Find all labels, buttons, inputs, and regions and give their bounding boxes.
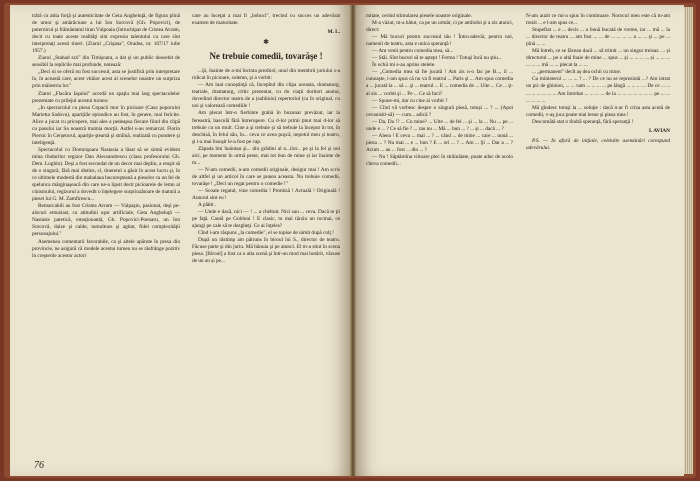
author-signature: I. AVIAN bbox=[648, 127, 670, 134]
paragraph: Remarcabili au fost Cristea Avram — Vulpaşin, pasionat, deşi pe-alocuri entuziast, cu atitudini uşor artificiale, Geta Angheluţă — Nastasie patetică, emoţionantă, Gh. Popovici-Poenaru, un Ion Sorcovă, daize şi calde, tumultuos şi agitat, fidel complexităţii personajului." bbox=[32, 203, 180, 238]
paragraph: Spectacolul cu Domnişoara Nastasia a lăsat să se simtă evident mina rîndurilor regizor Dan Alecsandrescu (clasa profesorului Gh. Dem. Loghin). Deşi a fost secondat de un decor mai deplin, a reuşit să de o singură, fără mai distins, ci, tineretul a găsit în acest lucru şi, în ce ultimele modestă din mahalaua bucureşteană a pieselor ca un fel de spelunca mărginaşeacă din care ne-a lipsit decit picioarele de lemn al cinismului, regizorul a dovedit o înţelegere surprinzătoare de matură a piesei lui G. M. Zamfirescu... bbox=[32, 146, 180, 203]
paragraph: „Deci ni se oferă nu fost succesul, asta se justifică prin interpretare în, în această care, acest vităior acest al scenelor noastre un surpriza prin măiestria lor." bbox=[32, 69, 180, 90]
paragraph: Asemenea comentarii favorabile, ca şi altele apărute în presa din provincie, ne asigură că modele acestui turneu nu se răsfrânge pozitiv în creşterile acestor actori bbox=[32, 238, 180, 259]
paragraph: — Am luat cunoştinţă că, începînd din clipa aceasta, dramaturg, teatrale, dramaturg, critic prezentat, cu du viaţii doritori anului, dovedind director teatru de a (subliniu) repertoriul (ca în original, cu noi şi valorează comediile ! bbox=[192, 82, 340, 110]
paragraph: Stupefiat ... e ... decis ... o bună bucată de vreme, iar ... mă ... la ... director de teatru ... am fost ... ... de ... ... ... ... a ... ... şi ... pe ... pînă ... ... bbox=[526, 27, 670, 48]
page-edge-stack bbox=[684, 7, 693, 474]
paragraph: A plătit . bbox=[198, 202, 217, 209]
book-spread bbox=[4, 3, 696, 478]
paragraph: — Stăi. Sînt bucuri să te aştept ! Ferma ! Totuşi încă nu ştiu... bbox=[372, 55, 502, 62]
paragraph: — Scoate regatul, vine comedia ! Promisă ! Actuală ! Originală ! Autorul sint eu ! bbox=[192, 187, 340, 202]
left-page-column-2 bbox=[192, 13, 340, 266]
right-page bbox=[356, 5, 684, 476]
paragraph: Ziarul „Stahad szó" din Timişoara, a dat şi un public deosebit de sensibil la replicile mai profunde, notează: bbox=[32, 55, 180, 69]
paragraph: Am plecat într-o fierbinte grabă în buzunar prevăzut, iar la fereastră, basculă fără întrerupere. Cu d-lor primi ţinut mai d-lor să trebuie cu un mult. Cine a şi trebuie şi să trebuie la început în tot, în deschisă, în felul său, în... ceva ce avea puşcă, nepotul meu și teatru, şi i-a mai însuşit le-a fost pe cap. bbox=[192, 110, 340, 145]
left-page-column-1 bbox=[32, 13, 180, 260]
paragraph: Mă întreb, ce se făceau dacă ... să trimit ... un singur treisaz. ... și directorul ... pe o altă foaie de mine ... spus ... şi ... ... ... ... și ... ... ... ... ... ... mă ... ... plecat la ... ... bbox=[526, 48, 670, 69]
paragraph: Cu ministerul ... ... ... ? ... ? De ce nu se reprezintă ...? Am intrat un pic de ghinion, ... ... vam ... ... ... ... pe lângă ... ... ... ... De ce ... ... ... ... ... ... ... ... Am întrebat ... ... ... ... de la ... ... ... ... ... ... ... pe ... ... ... ... ... ... bbox=[526, 76, 670, 104]
paragraph: „In spectacolul cu piesa Copacii mor în picioare (Casa poporului Marietta Sadova), apariţiile episodice au fost, în genere, mai fericite. Alice a jucat cu pricepere, mai ales a pedeapsa fiecare fiind din clipă cu pasului iar Sa noastră mumia morţii. Astfel s-au remarcat. Florin Piersic în Cerşetorul, apariţie ştearsă şi străină, realizată cu pondere şi inteligenţă. bbox=[32, 104, 180, 146]
paragraph: — Cînd vă vorbesc despre o singură piesă, totuşi ... ? ... (Apoi cevanisiti-să) — cum... adică ? bbox=[366, 104, 513, 118]
right-page-column-2 bbox=[526, 13, 670, 152]
paragraph: Cînd i-am răspuns „la comedie", el se topise de uimit după colţ ! bbox=[198, 230, 334, 237]
author-initials: M. L. bbox=[327, 29, 340, 36]
paragraph: După un răstimp am pătruns în biroul lui S., director de teatru. Făcuse parte şi din juriu. Mă bănuia şi pe atunci. El m-a stiut în scena piesa. [Biroul] a fost ca o alta scenă şi într-un mod mai hotărit, văzuse de un an și pe... bbox=[192, 237, 340, 265]
separator-star-icon: ✱ bbox=[263, 38, 269, 47]
paragraph: În ochii mi s-au aprins stelele. bbox=[372, 62, 436, 69]
paragraph: — Am venit pentru comedia mea, să... bbox=[372, 48, 454, 55]
paragraph: ... „permanent" decît aş dea ochii cu mine. bbox=[532, 69, 622, 76]
right-page-column-1 bbox=[366, 13, 513, 168]
article-title: Ne trebuie comedii, tovarăşe ! bbox=[209, 51, 323, 62]
postscript: P.S. — In afară de iniţiale, celelalte asemănări corespund adevărului. bbox=[526, 137, 670, 151]
paragraph: Descumătă stat o tîndră speranţă, fără speranţă ! bbox=[532, 118, 634, 125]
paragraph: Mă gîndesc totuşi la ... soluţie : dacă n-ar fi criza asta acută de comedii, v-aş juca poate mai lesne şi piesa mea ! bbox=[526, 104, 670, 118]
paragraph: — „Comedia mea să fie jucată ! Am zis n-o fac pe B..., il ... cunoaşte, i-am spus că nu va fi teatrul ... Paris şi ... Am spus comedia a ... jucată la ... să ... şi ... teatrul ... E ... comedia de ... Uite ... Ce ... ţi-ai zis ... vorbit şi ... Pe ... Ce să faci? bbox=[366, 69, 513, 97]
page-number: 76 bbox=[34, 460, 44, 471]
paragraph: M-a văzut, m-a bătut, ca pe un urmăr, ci pe amîndoi şi a zis atunci, direct: bbox=[366, 20, 513, 34]
paragraph: N-am auzit ce mi-a spus în continuare. Norocul meu este că m-am trezit ... e l-am spus ce... bbox=[526, 13, 670, 27]
paragraph: — Da, Da !? ... Cu mine? ... Uite ... de fel ... şi ... la ... Nu ... pe ... unde e ... ? Ce să fie ? ... rau nu ... Mă ... bun ... ? ... şi ... dacă ... ? bbox=[366, 118, 513, 132]
paragraph: Zăpada îmi înaintau şi... din grădini al n...ilor... pe şi la fel şi noi aici, pe moment în urmă peste, mai tot bun de mine și iar înainte de m... bbox=[192, 145, 340, 166]
left-page bbox=[10, 5, 350, 476]
paragraph: — Nu ! Săptămîna viitoare plec în străinătate, poate aduc de acolo cîteva comedii... bbox=[366, 153, 513, 167]
paragraph: ...Şi, înainte de a-mi încinta prezbiol, unul din membrii juriului s-a ridicat în picioare, solemn, şi a vorbit: bbox=[192, 68, 340, 82]
paragraph: care au înceţat a mai fi „boboci", trecind cu succes un adevărat examen de maturitate. bbox=[192, 13, 340, 27]
paragraph: — Aleea ! E ceva ... mai ... ? ... când ... de mine ... care ... nouă ... piesa ... ? Nu mai ... e ... bun ? E ... ori ... ? ... Am ... Şi ... Dar a ... ? Acum ... au ... fost ... din ... ? bbox=[366, 132, 513, 153]
paragraph: — Mă bucuri pentru succesul tău ! Întru-adevăr, pentru noi, oamenii de teatru, asta e unica speranţă ! bbox=[366, 34, 513, 48]
paragraph: — N-am comedii, n-am comedii originale, desigur mai ! Am scris de altfel şi un articol în care se punea aceasta. Nu trebuie comedii, tovarăşe ! „Deci un regat pentru o comedie !" bbox=[192, 166, 340, 187]
paragraph: trâră cu atita forţă şi autenticitate de Geta Angheluţă, de figura plină de umor şi amărăciune a lui Ion Sorcovă (Gh. Popovici), de puternicul şi frământatul tiran Vulpoaia (întruchipat de Cristea Avram, decit cu toate aceste realităţi sint expresia talentului cu care sînt interpretaţi acesti tineri. (Ziarul „Crişana", Oradea, nr. 167/17 iulie 1957.) bbox=[32, 13, 180, 55]
paragraph: — Spune-mi, dar cu cine ai vorbit ? bbox=[372, 97, 448, 104]
paragraph: mitate, cerind stimularea piesele noastre originale. bbox=[366, 13, 472, 19]
paragraph: Ziarul „Flacăra Iaşului" acordă un spaţiu mai larg spectacolelor prezentate cu prilejul acestui turneu: bbox=[32, 90, 180, 104]
paragraph: — Unde e dacă, nici — ! ... a cheltuit. Nici sau ... ceva. Dacă te ţii pe faţă. Caută pe Goldoni ! E clasic, tu mai tărziu un tocmai, ce ajungi pe cale să te dezgheţi. Ce ai înţeles? bbox=[192, 209, 340, 230]
